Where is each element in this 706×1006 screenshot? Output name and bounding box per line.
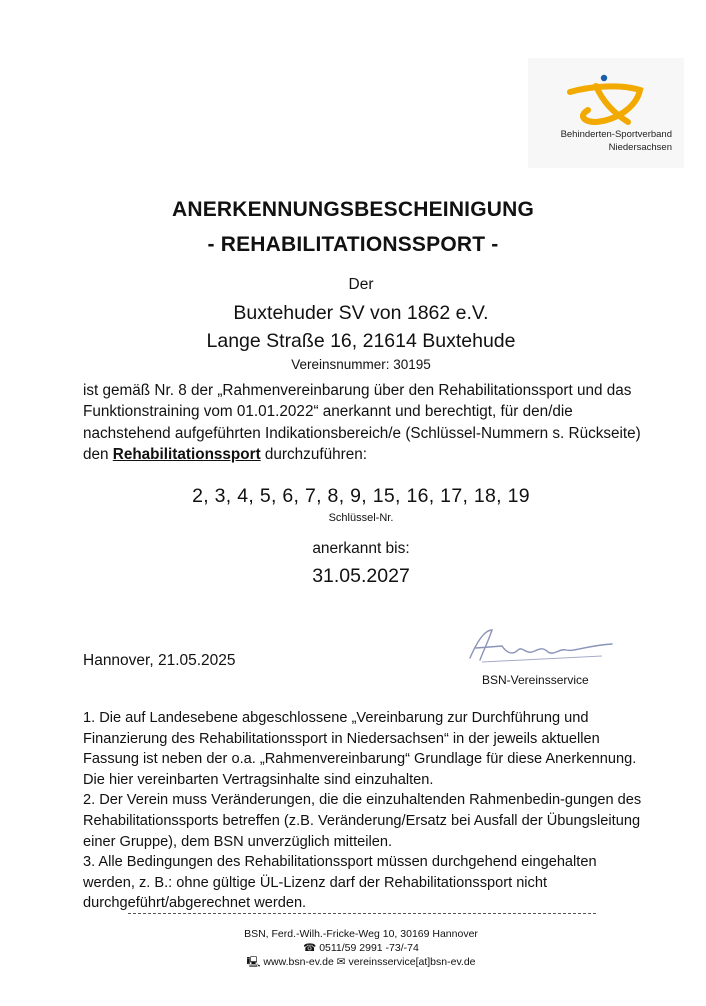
club-address: Lange Straße 16, 21614 Buxtehude bbox=[206, 330, 516, 352]
footer-phone-line bbox=[0, 941, 706, 955]
recognition-text-bold: Rehabilitationssport bbox=[112, 445, 261, 463]
computer-icon: 🖳 bbox=[246, 956, 261, 968]
bsn-logo-icon bbox=[566, 72, 646, 130]
recognition-text bbox=[83, 380, 643, 465]
logo-line-1: Behinderten-Sportverband bbox=[560, 129, 672, 140]
envelope-icon: ✉ bbox=[336, 956, 346, 968]
recognition-text-pre: ist gemäß Nr. 8 der „Rahmenvereinbarung über den Rehabilitationssport und das Funktionstraining vom 01.01.2022“ anerkannt und berechtigt, für den/die nachstehend aufgeführten Indikationsbereich/e (Schlüssel-Nummern s. Rückseite) den bbox=[83, 382, 641, 463]
recognition-text-post: durchzuführen: bbox=[260, 445, 367, 463]
footer-web[interactable]: www.bsn-ev.de bbox=[263, 956, 334, 968]
document-title: ANERKENNUNGSBESCHEINIGUNG bbox=[171, 198, 535, 221]
key-numbers-label: Schlüssel-Nr. bbox=[328, 512, 394, 524]
footer-divider bbox=[128, 913, 596, 914]
signatory: BSN-Vereinsservice bbox=[482, 673, 589, 687]
place-date: Hannover, 21.05.2025 bbox=[83, 652, 236, 669]
valid-until-date: 31.05.2027 bbox=[312, 565, 410, 587]
notes bbox=[83, 708, 643, 914]
phone-icon: ☎ bbox=[303, 942, 317, 954]
footer-address: BSN, Ferd.-Wilh.-Fricke-Weg 10, 30169 Hannover bbox=[244, 928, 478, 940]
bsn-logo bbox=[528, 58, 684, 168]
logo-line-2: Niedersachsen bbox=[608, 142, 672, 153]
key-numbers: 2, 3, 4, 5, 6, 7, 8, 9, 15, 16, 17, 18, 19 bbox=[192, 485, 530, 507]
note-3: 3. Alle Bedingungen des Rehabilitationssport müssen durchgehend eingehalten werden, z. B.: ohne gültige ÜL-Lizenz darf der Rehabilitationssport nicht durchgeführt/abgerechnet werden. bbox=[83, 854, 597, 912]
note-2: 2. Der Verein muss Veränderungen, die die einzuhaltenden Rahmenbedin-gungen des Rehabilitationssports betreffen (z.B. Veränderung/Ersatz bei Ausfall der Übungsleitung einer Gruppe), dem BSN unverzüglich mitteilen. bbox=[83, 792, 642, 850]
footer-contact-line bbox=[0, 955, 706, 969]
footer-phone: 0511/59 2991 -73/-74 bbox=[319, 942, 419, 954]
club-name: Buxtehuder SV von 1862 e.V. bbox=[233, 302, 489, 324]
signature bbox=[462, 624, 622, 668]
der-label: Der bbox=[348, 276, 374, 293]
valid-until-label: anerkannt bis: bbox=[312, 540, 410, 557]
club-number: Vereinsnummer: 30195 bbox=[291, 357, 431, 372]
document-subtitle: - REHABILITATIONSSPORT - bbox=[207, 233, 499, 256]
footer-email[interactable]: vereinsservice[at]bsn-ev.de bbox=[348, 956, 476, 968]
bsn-logo-text bbox=[561, 128, 672, 154]
note-1: 1. Die auf Landesebene abgeschlossene „Vereinbarung zur Durchführung und Finanzierung des Rehabilitationssport in Niedersachsen“ in der jeweils aktuellen Fassung ist neben der o.a. „Rahmenvereinbarung“ Grundlage für diese Anerkennung. Die hier vereinbarten Vertragsinhalte sind einzuhalten. bbox=[83, 710, 637, 788]
